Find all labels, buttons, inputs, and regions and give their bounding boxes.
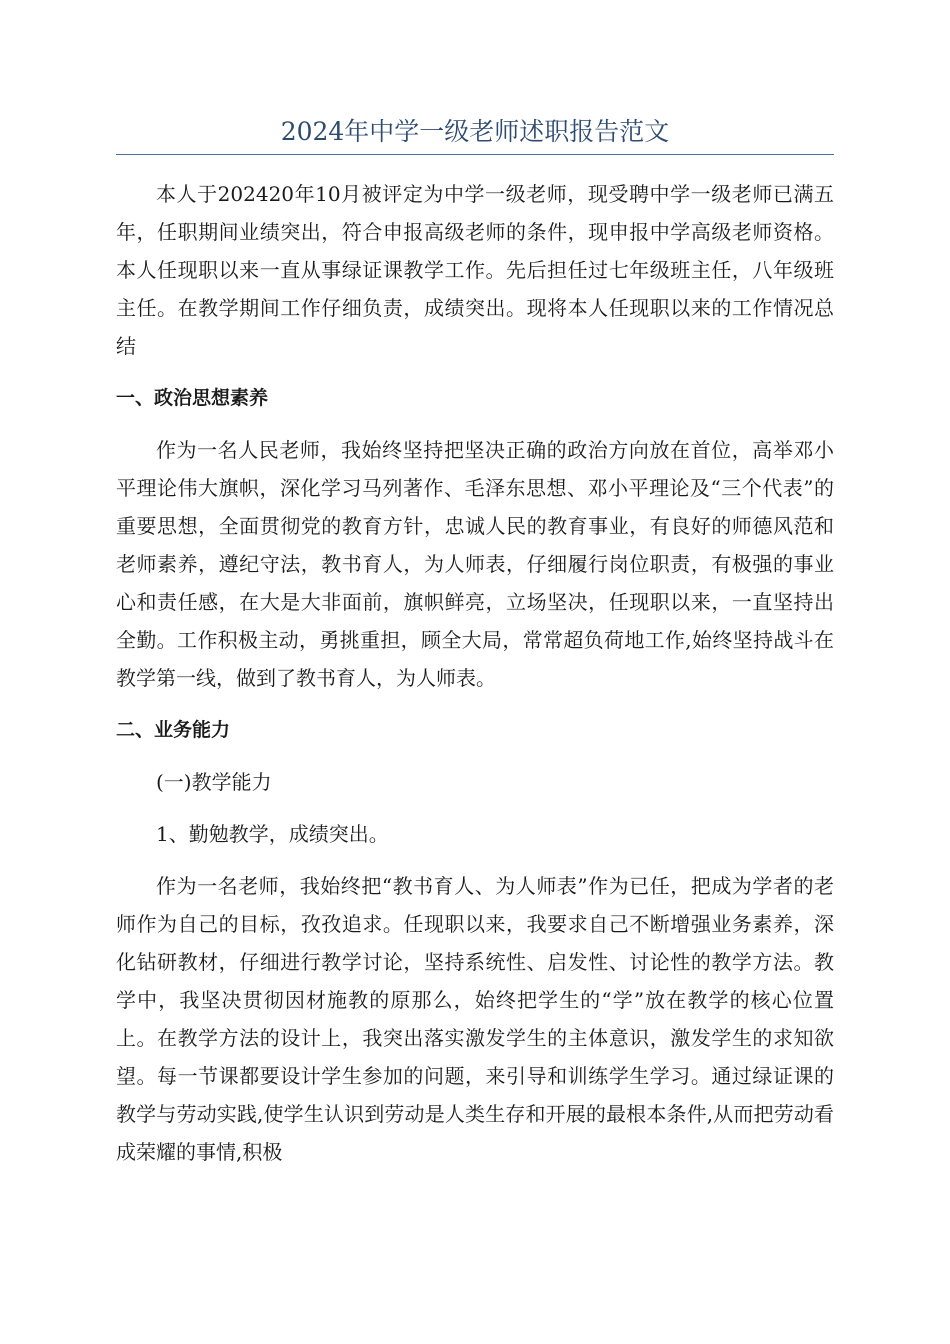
section-heading-professional: 二、业务能力 <box>116 719 231 741</box>
document-body <box>116 175 834 1171</box>
subheading-teaching-ability: (一)教学能力 <box>156 770 272 794</box>
document-page <box>116 112 834 1171</box>
document-title: 2024年中学一级老师述职报告范文 <box>116 112 834 155</box>
political-paragraph: 作为一名人民老师，我始终坚持把坚决正确的政治方向放在首位，高举邓小平理论伟大旗帜，深化学习马列著作、毛泽东思想、邓小平理论及“三个代表”的重要思想，全面贯彻党的教育方针，忠诚人民的教育事业，有良好的师德风范和老师素养，遵纪守法，教书育人，为人师表，仔细履行岗位职责，有极强的事业心和责任感，在大是大非面前，旗帜鲜亮，立场坚决，任现职以来，一直坚持出全勤。工作积极主动，勇挑重担，顾全大局，常常超负荷地工作,始终坚持战斗在教学第一线，做到了教书育人，为人师表。 <box>116 438 834 690</box>
section-heading-political: 一、政治思想素养 <box>116 387 269 409</box>
intro-paragraph: 本人于202420年10月被评定为中学一级老师，现受聘中学一级老师已满五年，任职期间业绩突出，符合申报高级老师的条件，现申报中学高级老师资格。本人任现职以来一直从事绿证课教学工作。先后担任过七年级班主任，八年级班主任。在教学期间工作仔细负责，成绩突出。现将本人任现职以来的工作情况总结 <box>116 182 834 358</box>
list-item-diligent-teaching: 1、勤勉教学，成绩突出。 <box>156 822 389 846</box>
teaching-paragraph: 作为一名老师，我始终把“教书育人、为人师表”作为已任，把成为学者的老师作为自己的目标，孜孜追求。任现职以来，我要求自己不断增强业务素养，深化钻研教材，仔细进行教学讨论，坚持系统性、启发性、讨论性的教学方法。教学中，我坚决贯彻因材施教的原那么，始终把学生的“学”放在教学的核心位置上。在教学方法的设计上，我突出落实激发学生的主体意识，激发学生的求知欲望。每一节课都要设计学生参加的问题，来引导和训练学生学习。通过绿证课的教学与劳动实践,使学生认识到劳动是人类生存和开展的最根本条件,从而把劳动看成荣耀的事情,积极 <box>116 874 834 1164</box>
